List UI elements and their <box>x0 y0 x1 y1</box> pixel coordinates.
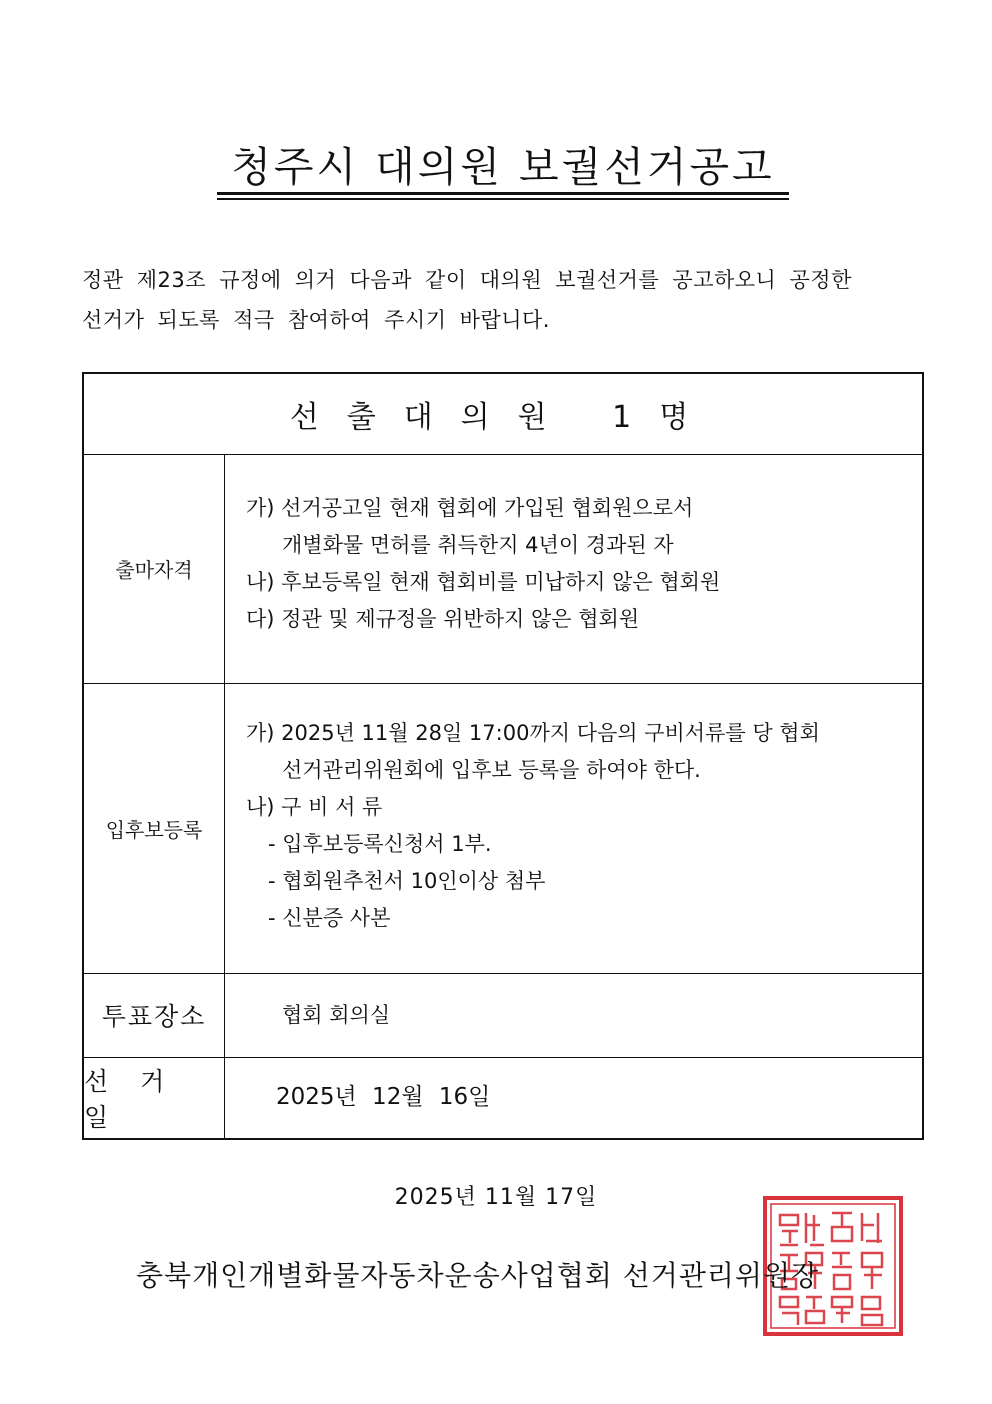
qualification-row <box>84 454 922 684</box>
notice-table <box>82 372 924 1140</box>
registration-label: 입후보등록 <box>84 683 225 973</box>
registration-line: 선거관리위원회에 입후보 등록을 하여야 한다. <box>282 758 701 782</box>
place-label: 투표장소 <box>84 973 225 1057</box>
qualification-line: 개별화물 면허를 취득한지 4년이 경과된 자 <box>282 533 674 557</box>
page-title: 청주시 대의원 보궐선거공고 <box>231 143 775 191</box>
registration-line: - 협회원추천서 10인이상 첨부 <box>268 869 546 893</box>
title-underline-thin <box>217 198 789 200</box>
registration-content <box>246 715 912 937</box>
qualification-content <box>246 490 912 638</box>
election-day-row <box>84 1057 922 1138</box>
registration-line: - 신분증 사본 <box>268 906 391 930</box>
qualification-label: 출마자격 <box>84 454 225 683</box>
registration-line: - 입후보등록신청서 1부. <box>268 832 492 856</box>
place-value: 협회 회의실 <box>282 1003 391 1027</box>
intro-paragraph <box>82 260 932 340</box>
qualification-line: 다) 정관 및 제규정을 위반하지 않은 협회원 <box>246 607 640 631</box>
registration-row <box>84 683 922 974</box>
issue-date: 2025년 11월 17일 <box>394 1185 598 1210</box>
table-header: 선출대의원 1명 <box>84 374 922 455</box>
intro-line: 정관 제23조 규정에 의거 다음과 같이 대의원 보궐선거를 공고하오니 공정한 <box>82 268 852 292</box>
election-day-label: 선 거 일 <box>84 1057 225 1138</box>
registration-line: 나) 구 비 서 류 <box>246 795 383 819</box>
qualification-line: 나) 후보등록일 현재 협회비를 미납하지 않은 협회원 <box>246 570 721 594</box>
election-day-value: 2025년 12월 16일 <box>276 1084 491 1110</box>
title-underline <box>217 192 789 195</box>
registration-line: 가) 2025년 11월 28일 17:00까지 다음의 구비서류를 당 협회 <box>246 721 820 745</box>
place-row <box>84 973 922 1058</box>
organization-name: 충북개인개별화물자동차운송사업협회 선거관리위원장 <box>136 1259 820 1292</box>
intro-line: 선거가 되도록 적극 참여하여 주시기 바랍니다. <box>82 308 550 332</box>
qualification-line: 가) 선거공고일 현재 협회에 가입된 협회원으로서 <box>246 496 694 520</box>
